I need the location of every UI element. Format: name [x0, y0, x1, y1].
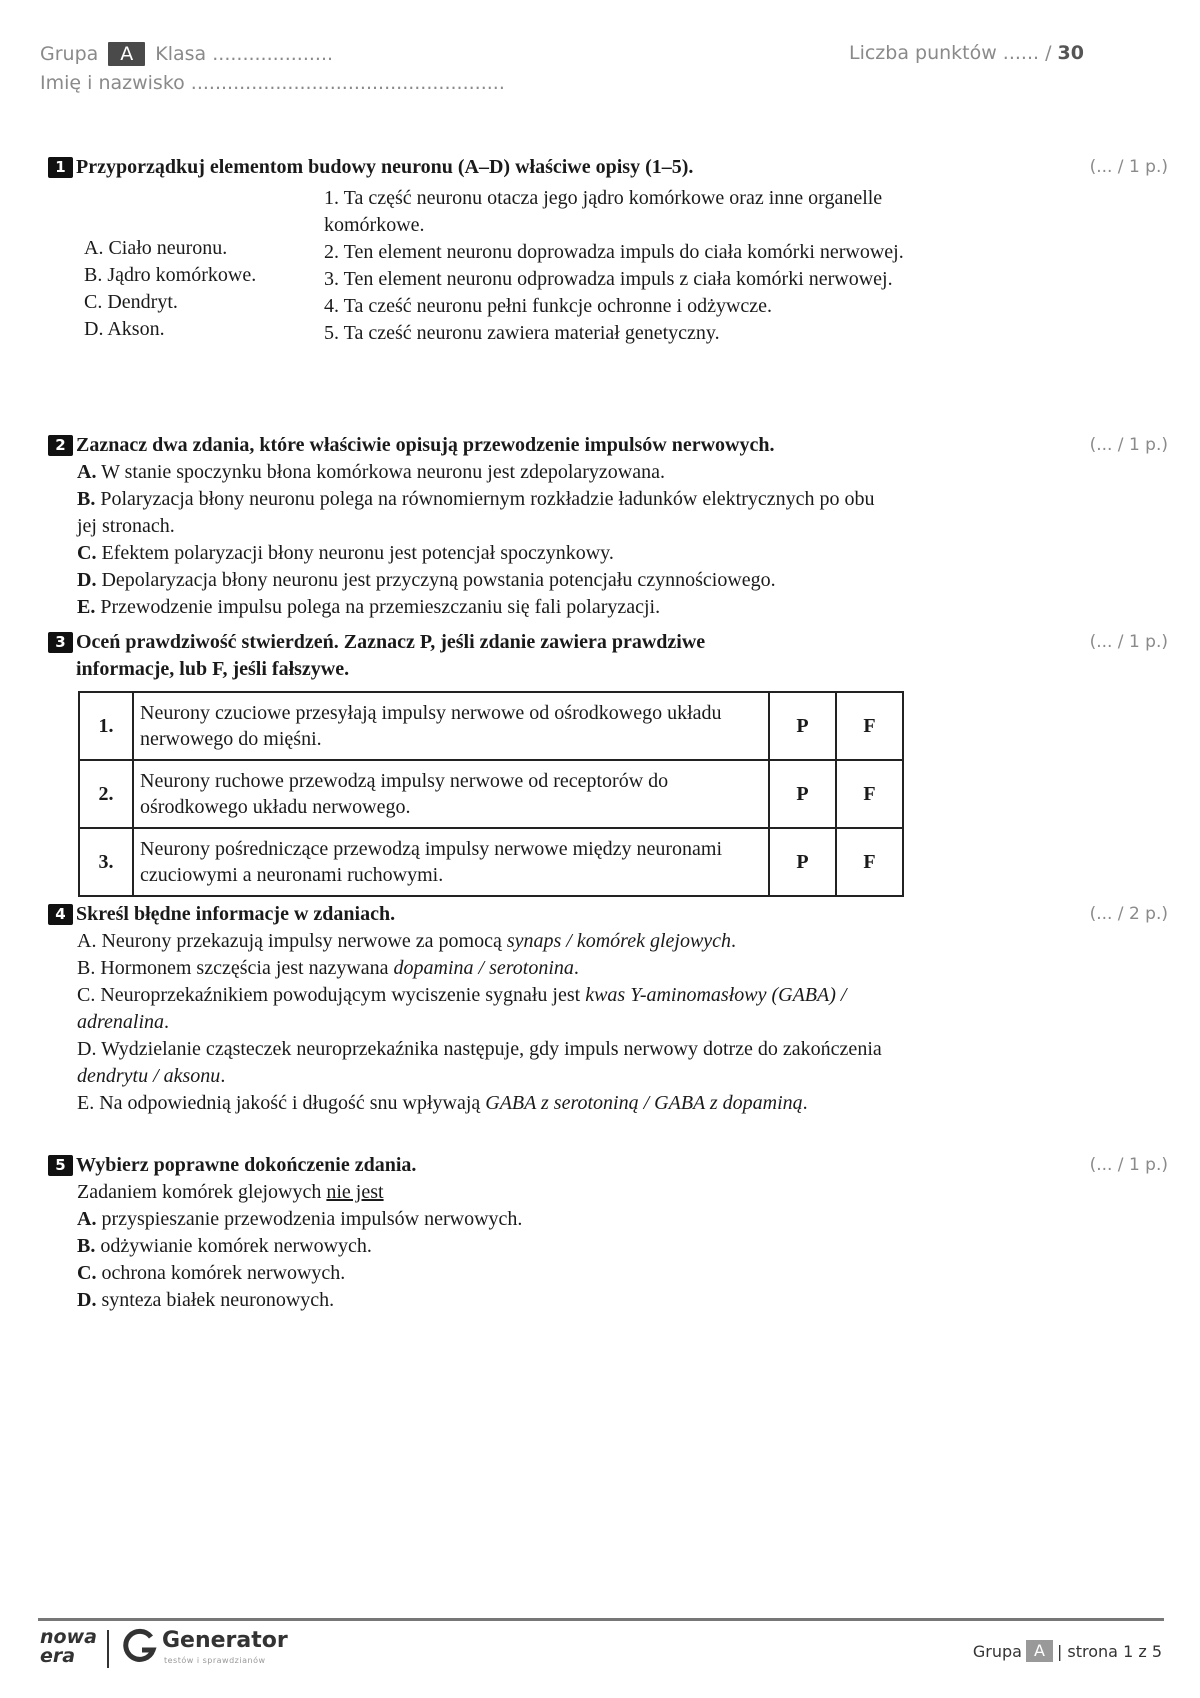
answer-option[interactable]: C. ochrona komórek nerwowych.: [77, 1262, 346, 1284]
neuron-descriptions-list: [324, 185, 904, 347]
footer-group-badge: A: [1026, 1640, 1053, 1662]
answer-option[interactable]: A. przyspieszanie przewodzenia impulsów nerwowych.: [77, 1208, 523, 1230]
task-score: (... / 1 p.): [1089, 435, 1168, 455]
task-2: [48, 432, 1168, 621]
list-item: 4. Ta cześć neuronu pełni funkcje ochronne i odżywcze.: [324, 295, 773, 317]
sentence: C. Neuroprzekaźnikiem powodującym wyciszenie sygnału jest kwas Υ-aminomasłowy (GABA) / adrenalina.: [77, 984, 847, 1033]
nowa-era-logo: nowa era: [40, 1626, 97, 1667]
sentence: A. Neurony przekazują impulsy nerwowe za pomocą synaps / komórek glejowych.: [77, 930, 737, 952]
task-number: 3: [48, 632, 73, 653]
group-badge: A: [108, 42, 145, 66]
strike-choice[interactable]: dopamina / serotonina: [393, 957, 574, 979]
true-option[interactable]: P: [769, 692, 836, 760]
task-3: [48, 629, 1168, 897]
list-item: 2. Ten element neuronu doprowadza impuls do ciała komórki nerwowej.: [324, 241, 904, 263]
task-score: (... / 1 p.): [1089, 1155, 1168, 1175]
generator-g-icon: [122, 1628, 158, 1671]
task-score: (... / 1 p.): [1089, 632, 1168, 652]
task-5: [48, 1152, 1168, 1314]
points-label: Liczba punktów ...... /: [848, 42, 1052, 64]
list-item: D. Akson.: [84, 318, 165, 340]
answer-option[interactable]: A. W stanie spoczynku błona komórkowa neuronu jest zdepolaryzowana.: [77, 461, 665, 483]
sentence: B. Hormonem szczęścia jest nazywana dopamina / serotonina.: [77, 957, 579, 979]
statement: Neurony pośredniczące przewodzą impulsy nerwowe między neuronami czuciowymi a neuronami ruchowymi.: [133, 828, 769, 896]
statement: Neurony czuciowe przesyłają impulsy nerwowe od ośrodkowego układu nerwowego do mięśni.: [133, 692, 769, 760]
generator-logo-text: Generator: [162, 1628, 288, 1653]
list-item: 3. Ten element neuronu odprowadza impuls z ciała komórki nerwowej.: [324, 268, 893, 290]
task-number: 1: [48, 157, 73, 178]
sentence: D. Wydzielanie cząsteczek neuroprzekaźnika następuje, gdy impuls nerwowy dotrze do zakończenia dendrytu / aksonu.: [77, 1038, 882, 1087]
generator-logo-subtitle: testów i sprawdzianów: [164, 1656, 266, 1665]
task-1: [48, 154, 1168, 347]
page-number: | strona 1 z 5: [1056, 1641, 1162, 1661]
table-row: [79, 828, 903, 896]
false-option[interactable]: F: [836, 692, 903, 760]
list-item: B. Jądro komórkowe.: [84, 264, 257, 286]
list-item: C. Dendryt.: [84, 291, 178, 313]
row-number: 1.: [79, 692, 133, 760]
list-item: 1. Ta część neuronu otacza jego jądro komórkowe oraz inne organelle komórkowe.: [324, 187, 883, 236]
footer-page-info: [973, 1640, 1162, 1662]
task-instruction: Skreśl błędne informacje w zdaniach.: [76, 903, 396, 925]
false-option[interactable]: F: [836, 760, 903, 828]
answer-option[interactable]: E. Przewodzenie impulsu polega na przemieszczaniu się fali polaryzacji.: [77, 596, 661, 618]
row-number: 3.: [79, 828, 133, 896]
points-total: 30: [1057, 42, 1084, 64]
statement: Neurony ruchowe przewodzą impulsy nerwowe od receptorów do ośrodkowego układu nerwowego.: [133, 760, 769, 828]
question-stem: Zadaniem komórek glejowych nie jest: [77, 1181, 384, 1203]
points-summary: [849, 42, 1084, 64]
task-instruction: Wybierz poprawne dokończenie zdania.: [76, 1154, 417, 1176]
task-instruction: Przyporządkuj elementom budowy neuronu (A–D) właściwe opisy (1–5).: [76, 156, 694, 178]
list-item: 5. Ta cześć neuronu zawiera materiał genetyczny.: [324, 322, 720, 344]
task-number: 5: [48, 1155, 73, 1176]
row-number: 2.: [79, 760, 133, 828]
header-group-line: [40, 42, 333, 66]
class-field[interactable]: Klasa ....................: [155, 43, 334, 65]
list-item: A. Ciało neuronu.: [84, 237, 228, 259]
emphasis-underlined: nie jest: [326, 1181, 384, 1203]
strike-choice[interactable]: GABA z serotoniną / GABA z dopaminą: [485, 1092, 803, 1114]
task-number: 2: [48, 435, 73, 456]
answer-option[interactable]: D. synteza białek neuronowych.: [77, 1289, 335, 1311]
false-option[interactable]: F: [836, 828, 903, 896]
table-row: [79, 760, 903, 828]
task-instruction: Zaznacz dwa zdania, które właściwie opisują przewodzenie impulsów nerwowych.: [76, 434, 775, 456]
footer-group-label: Grupa: [972, 1641, 1022, 1661]
answer-option[interactable]: D. Depolaryzacja błony neuronu jest przyczyną powstania potencjału czynnościowego.: [77, 569, 776, 591]
task-score: (... / 1 p.): [1089, 157, 1168, 177]
logo-separator: [107, 1630, 109, 1668]
true-option[interactable]: P: [769, 828, 836, 896]
task-score: (... / 2 p.): [1089, 904, 1168, 924]
answer-option[interactable]: C. Efektem polaryzacji błony neuronu jest potencjał spoczynkowy.: [77, 542, 614, 564]
true-false-table: [78, 691, 904, 897]
strike-choice[interactable]: kwas Υ-aminomasłowy (GABA) / adrenalina: [77, 984, 847, 1033]
strike-choice[interactable]: dendrytu / aksonu: [77, 1065, 221, 1087]
footer-divider: [38, 1618, 1164, 1621]
task-4: [48, 901, 1168, 1117]
name-field[interactable]: Imię i nazwisko ....................................................: [40, 72, 505, 94]
neuron-elements-list: [48, 185, 324, 347]
group-label: Grupa: [40, 43, 99, 65]
strike-choice[interactable]: synaps / komórek glejowych: [506, 930, 732, 952]
answer-option[interactable]: B. odżywianie komórek nerwowych.: [77, 1235, 372, 1257]
answer-option[interactable]: B. Polaryzacja błony neuronu polega na równomiernym rozkładzie ładunków elektrycznych po obu jej stronach.: [77, 488, 875, 537]
table-row: [79, 692, 903, 760]
task-number: 4: [48, 904, 73, 925]
task-instruction: Oceń prawdziwość stwierdzeń. Zaznacz P, jeśli zdanie zawiera prawdziwe informacje, lub F, jeśli fałszywe.: [76, 631, 706, 680]
true-option[interactable]: P: [769, 760, 836, 828]
sentence: E. Na odpowiednią jakość i długość snu wpływają GABA z serotoniną / GABA z dopaminą.: [77, 1092, 808, 1114]
